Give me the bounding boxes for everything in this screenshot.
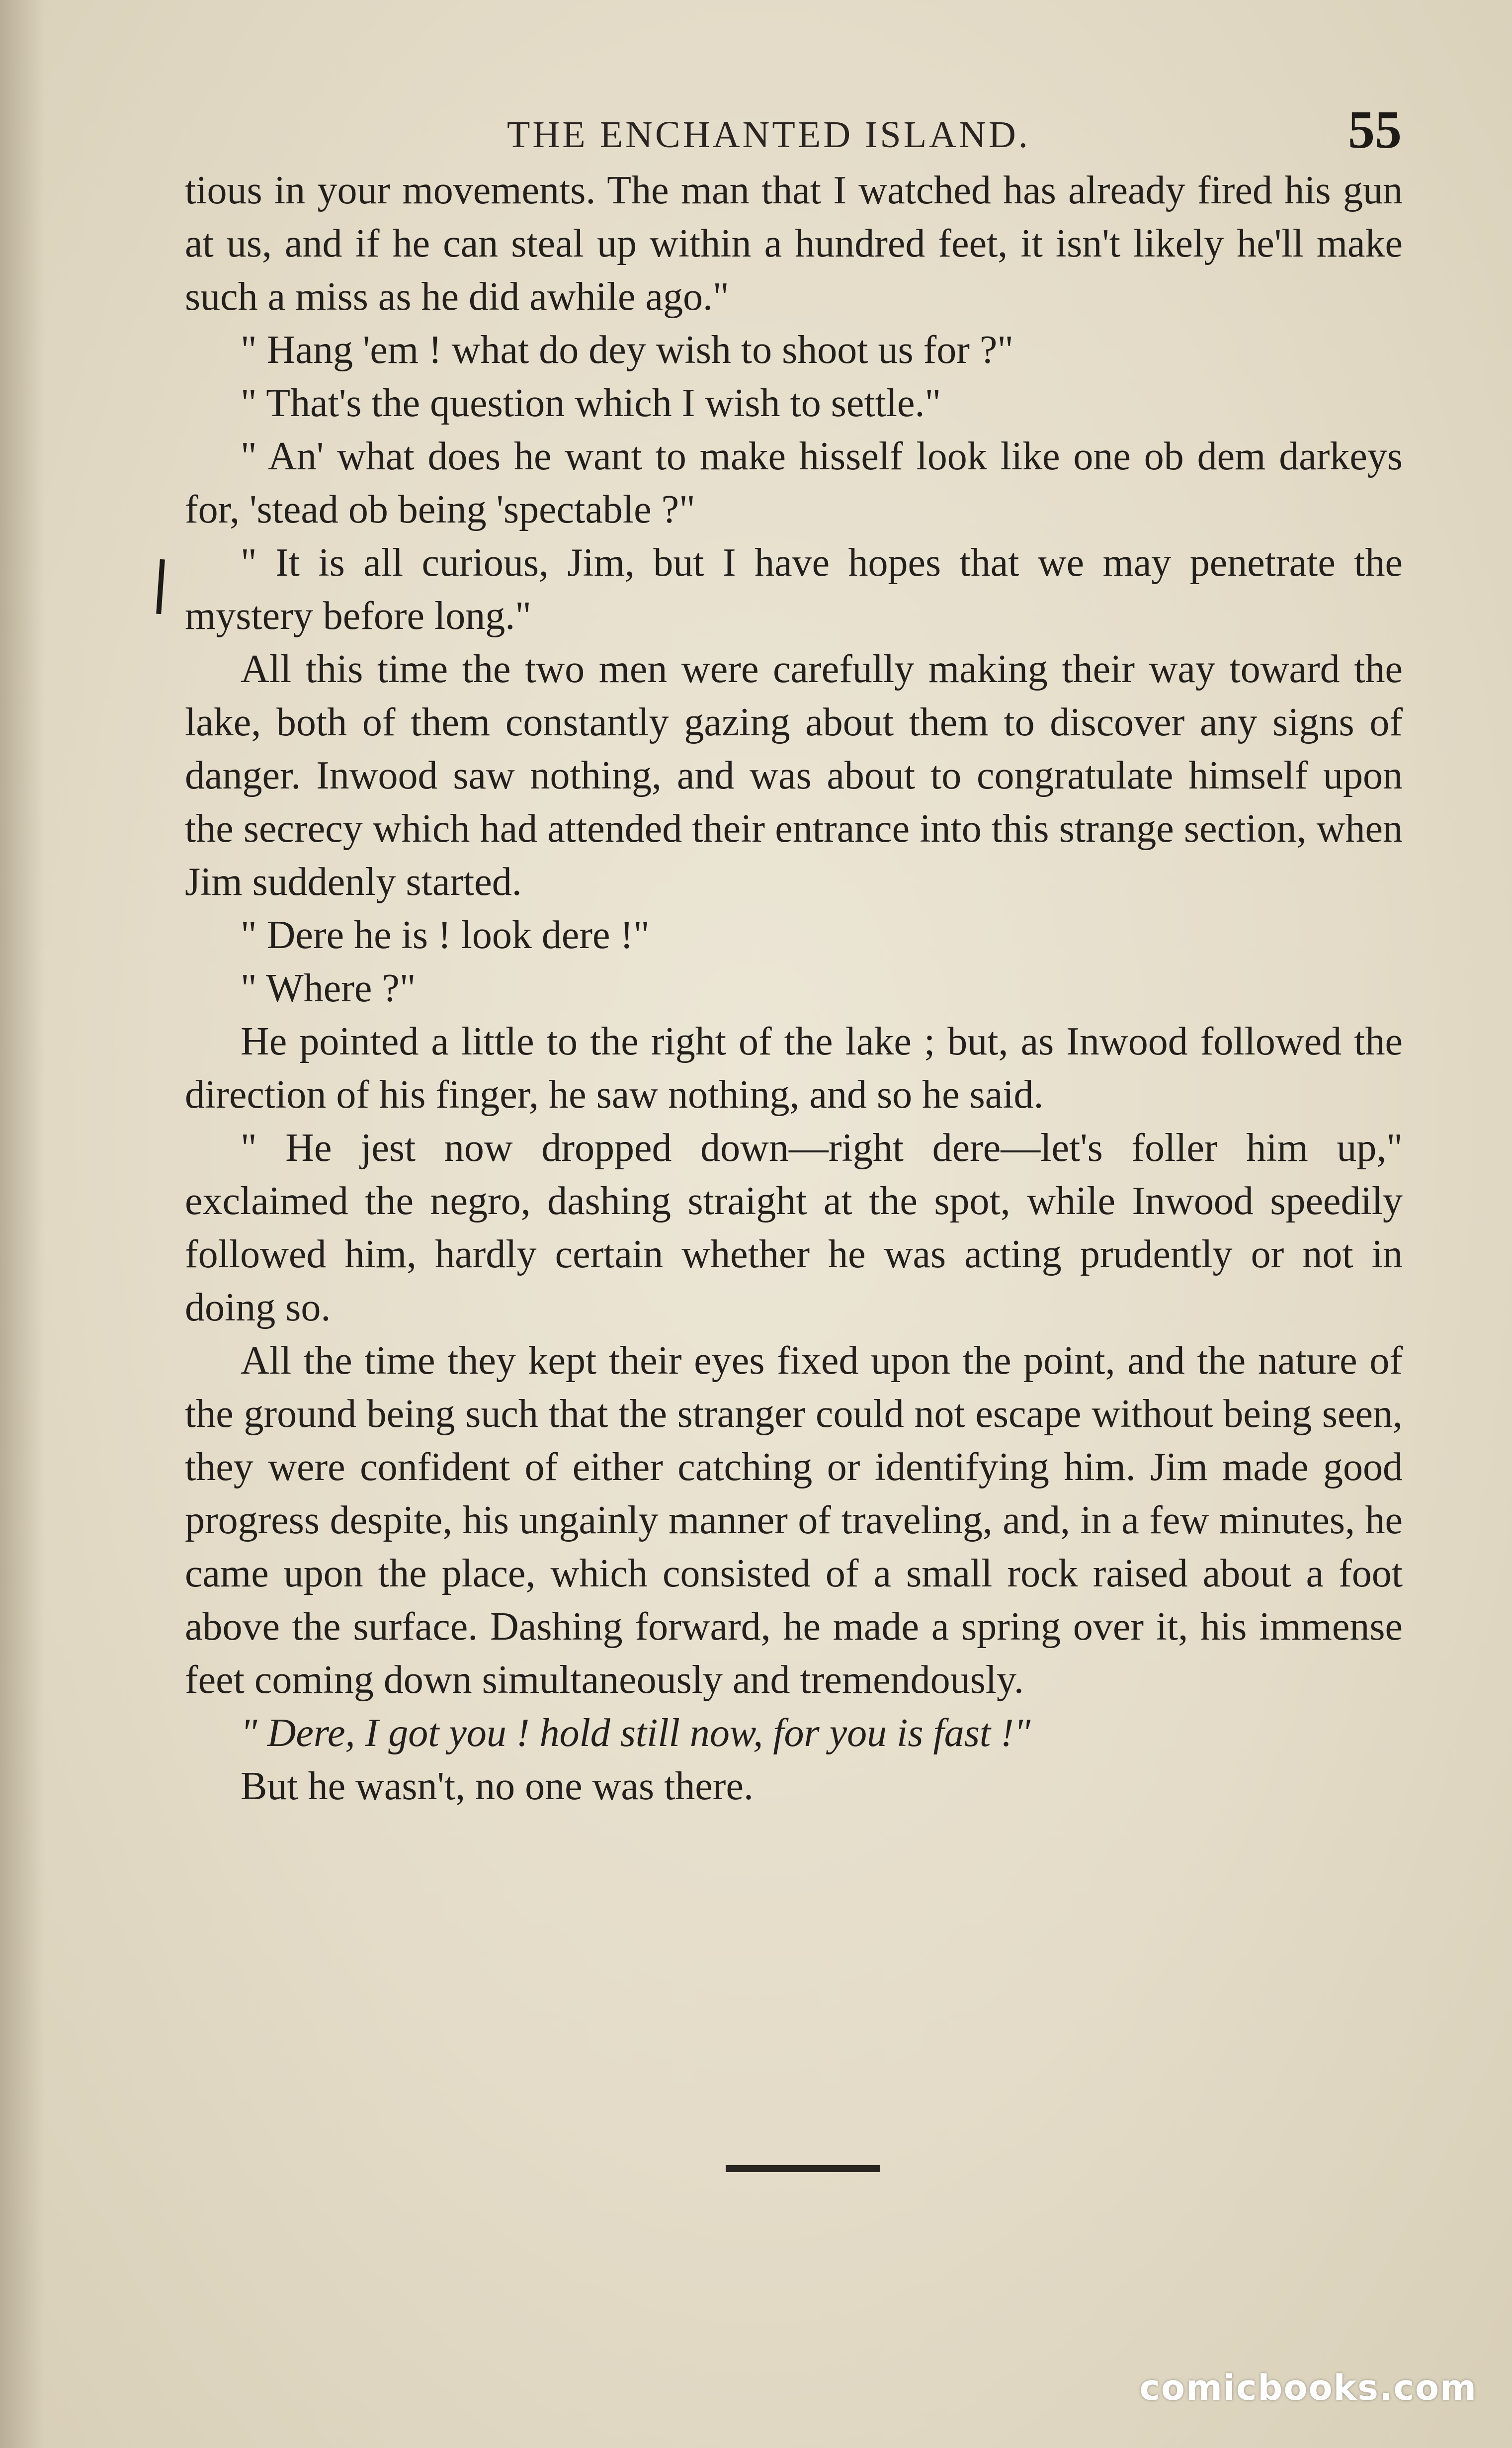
- margin-pencil-mark: [156, 559, 165, 614]
- paragraph: " That's the question which I wish to settle.": [241, 381, 941, 425]
- paragraph: All the time they kept their eyes fixed upon the point, and the nature of the ground being such that the stranger could not escape without being seen, they were confident of either catching or identifying him. Jim made good progress despite, his ungainly manner of traveling, and, in a few minutes, he came upon the place, which consisted of a small rock raised about a foot above the surface. Dashing forward, he made a spring over it, his immense feet coming down simultaneously and tremendously.: [185, 1339, 1403, 1702]
- page-number: 55: [1348, 100, 1402, 160]
- paragraph: " It is all curious, Jim, but I have hopes that we may penetrate the mystery before long.": [185, 541, 1403, 638]
- paragraph: " Hang 'em ! what do dey wish to shoot us for ?": [241, 328, 1014, 372]
- page-header: [184, 99, 1402, 159]
- watermark: comicbooks.com: [1139, 2367, 1477, 2408]
- paragraph: " He jest now dropped down—right dere—let's foller him up," exclaimed the negro, dashing straight at the spot, while Inwood speedily followed him, hardly certain whether he was acting prudently or not in doing so.: [185, 1126, 1403, 1329]
- running-title: THE ENCHANTED ISLAND.: [507, 114, 1030, 156]
- paragraph: " Where ?": [241, 966, 416, 1010]
- paragraph: " Dere, I got you ! hold still now, for you is fast !": [241, 1711, 1031, 1755]
- page-gutter-shadow: [0, 0, 45, 2448]
- paragraph: He pointed a little to the right of the lake ; but, as Inwood followed the direction of his finger, he saw nothing, and so he said.: [185, 1020, 1403, 1117]
- paragraph: All this time the two men were carefully making their way toward the lake, both of them constantly gazing about them to discover any signs of danger. Inwood saw nothing, and was about to congratulate himself upon the secrecy which had attended their entrance into this strange section, when Jim suddenly started.: [185, 647, 1403, 904]
- paragraph: But he wasn't, no one was there.: [241, 1764, 754, 1808]
- body-text: [185, 164, 1403, 1813]
- paragraph: " An' what does he want to make hisself look like one ob dem darkeys for, 'stead ob being 'spectable ?": [185, 435, 1403, 531]
- section-end-rule: [726, 2165, 880, 2172]
- paragraph: tious in your movements. The man that I watched has already fired his gun at us, and if he can steal up within a hundred feet, it isn't likely he'll make such a miss as he did awhile ago.": [185, 169, 1403, 319]
- paragraph: " Dere he is ! look dere !": [241, 913, 650, 957]
